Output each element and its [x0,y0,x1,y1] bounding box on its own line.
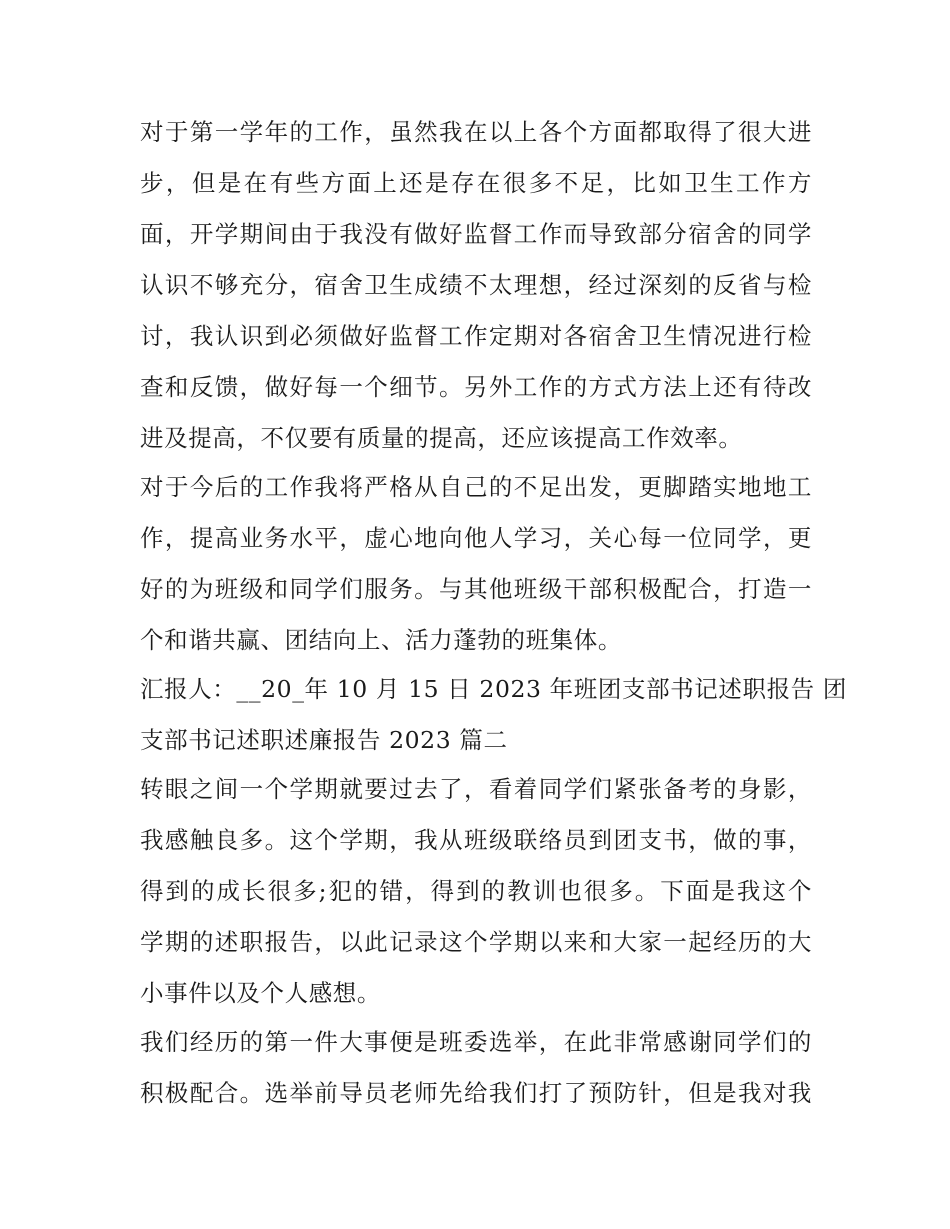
text-line: 个和谐共赢、团结向上、活力蓬勃的班集体。 [140,626,622,654]
text-line: 得到的成长很多;犯的错，得到的教训也很多。下面是我这个 [140,877,812,905]
text-line: 转眼之间一个学期就要过去了，看着同学们紧张备考的身影， [140,775,812,803]
text-line: 我们经历的第一件大事便是班委选举，在此非常感谢同学们的 [140,1028,812,1056]
text-line: 查和反馈，做好每一个细节。另外工作的方式方法上还有待改 [140,373,812,401]
text-line: 汇报人：__20_年 10 月 15 日 2023 年班团支部书记述职报告 团 [140,675,847,703]
text-line: 对于今后的工作我将严格从自己的不足出发，更脚踏实地地工 [140,473,812,501]
text-line: 学期的述职报告，以此记录这个学期以来和大家一起经历的大 [140,928,812,956]
text-line: 讨，我认识到必须做好监督工作定期对各宿舍卫生情况进行检 [140,322,812,350]
text-line: 对于第一学年的工作，虽然我在以上各个方面都取得了很大进 [140,118,812,146]
text-line: 步，但是在有些方面上还是存在很多不足，比如卫生工作方 [140,169,812,197]
text-line: 进及提高，不仅要有质量的提高，还应该提高工作效率。 [140,424,743,452]
text-line: 积极配合。选举前导员老师先给我们打了预防针，但是我对我 [140,1079,812,1107]
text-line: 面，开学期间由于我没有做好监督工作而导致部分宿舍的同学 [140,220,812,248]
text-line: 我感触良多。这个学期，我从班级联络员到团支书，做的事， [140,826,812,854]
text-line: 认识不够充分，宿舍卫生成绩不太理想，经过深刻的反省与检 [140,271,812,299]
text-line: 好的为班级和同学们服务。与其他班级干部积极配合，打造一 [140,575,812,603]
text-line: 支部书记述职述廉报告 2023 篇二 [140,726,508,754]
document-body [140,107,847,1119]
text-line: 作，提高业务水平，虚心地向他人学习，关心每一位同学，更 [140,524,812,552]
text-line: 小事件以及个人感想。 [140,979,381,1007]
